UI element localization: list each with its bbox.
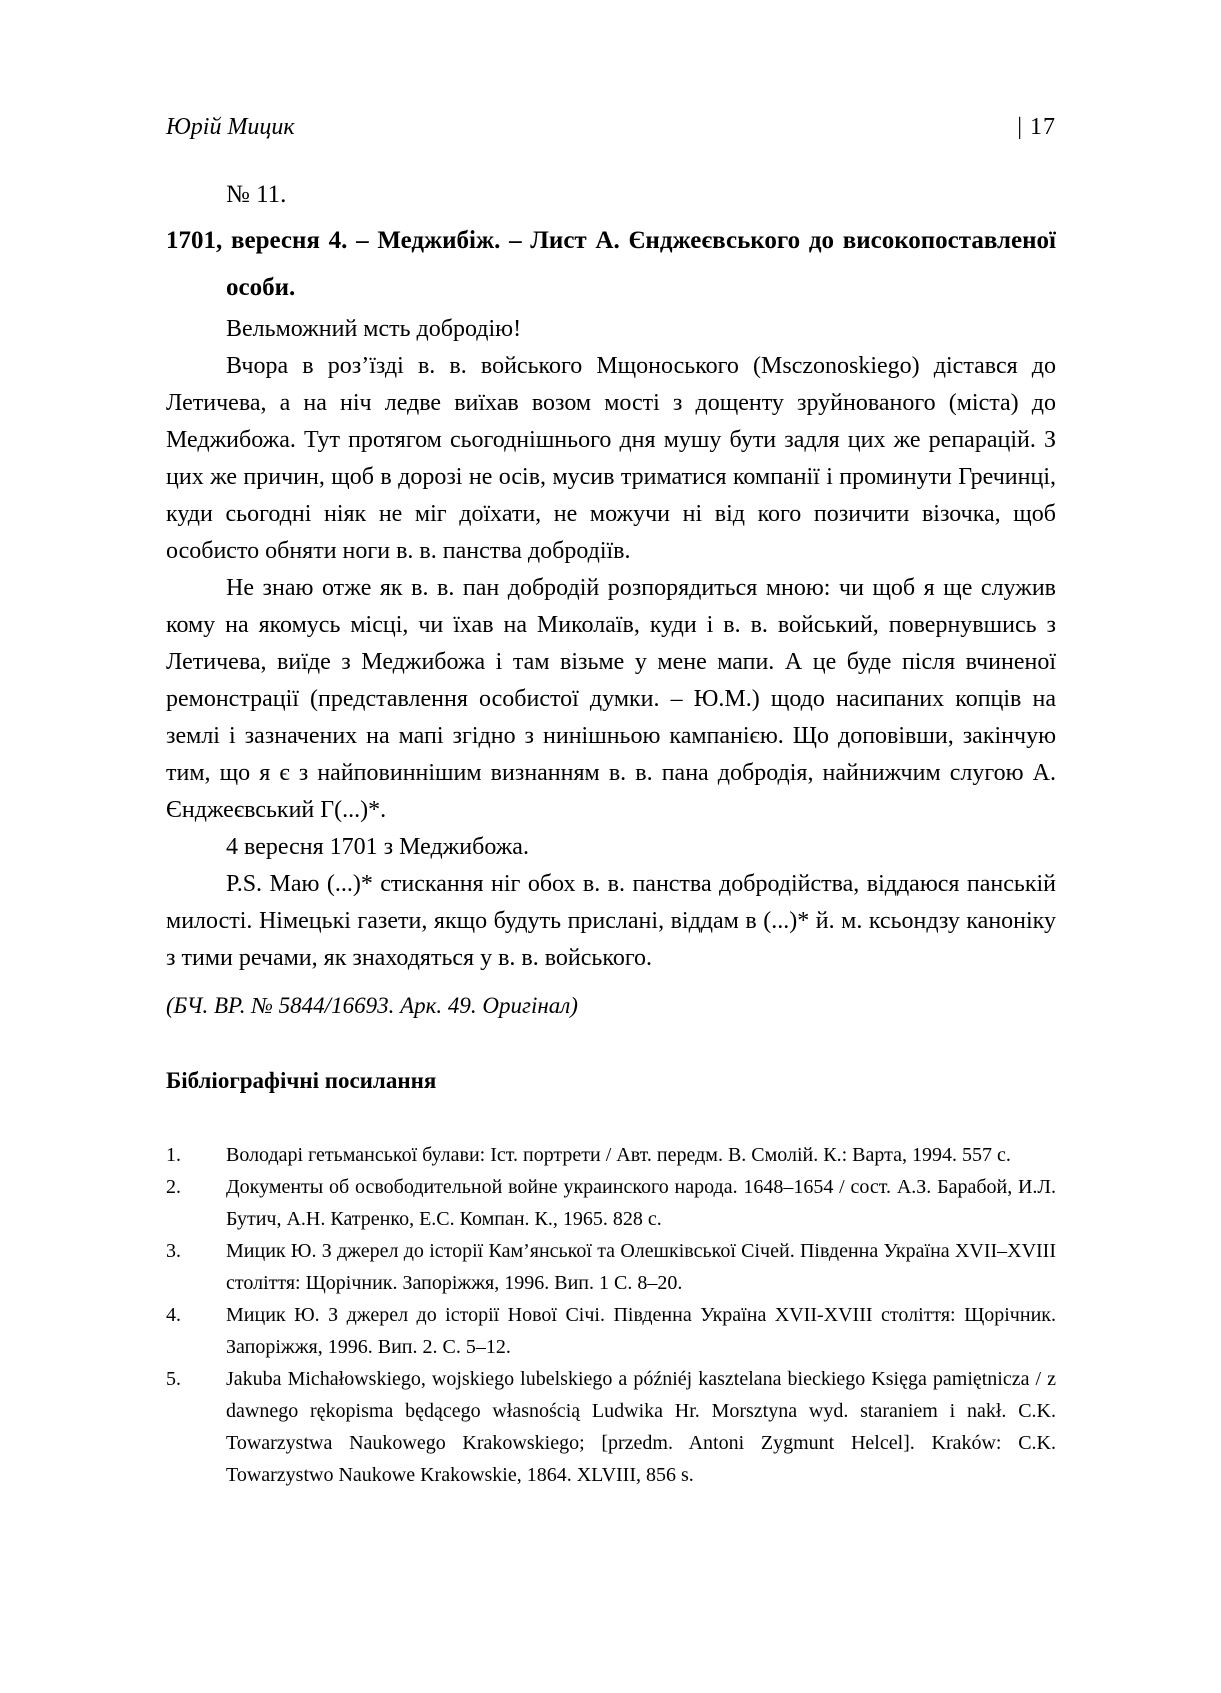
bibliography-heading: Бібліографічні посилання [166,1068,437,1093]
page-number: | 17 [1017,114,1056,140]
bibliography-list [166,1139,1056,1491]
bibliography-item-number: 4. [166,1304,181,1326]
document-number: № 11. [226,181,287,208]
bibliography-item-text: Документы об освободительной войне украинского народа. 1648–1654 / сост. А.З. Барабой, И.Л. Бутич, А.Н. Катренко, Е.С. Компан. К., 1965. 828 с. [226,1176,1056,1230]
bibliography-item-text: Мицик Ю. З джерел до історії Нової Січі. Південна Україна XVII-XVIII століття: Щорічник. Запоріжжя, 1996. Вип. 2. С. 5–12. [226,1304,1056,1358]
bibliography-item-text: Jakuba Michałowskiego, wojskiego lubelskiego a późniéj kasztelana bieckiego Księga pamiętnicza / z dawnego rękopisma będącego własnością Ludwika Hr. Morsztyna wyd. staraniem i nakł. C.K. Towarzystwa Naukowego Krakowskiego; [przedm. Antoni Zygmunt Helcel]. Kraków: C.K. Towarzystwo Naukowe Krakowskie, 1864. XLVIII, 856 s. [226,1368,1056,1486]
bibliography-item-number: 1. [166,1144,181,1166]
running-header-author: Юрій Мицик [166,114,295,140]
bibliography-item-number: 2. [166,1176,181,1198]
bibliography-item-text: Володарі гетьманської булави: Іст. портрети / Авт. передм. В. Смолій. К.: Варта, 1994. 557 с. [226,1144,1011,1166]
bibliography-item [166,1299,1056,1363]
letter-title: 1701, вересня 4. – Меджибіж. – Лист А. Єнджеєвського до високопоставленої особи. [166,227,1056,301]
bibliography-item [166,1363,1056,1491]
letter-greeting: Вельможний мсть добродію! [226,316,522,342]
bibliography-item-number: 3. [166,1240,181,1262]
letter-postscript: P.S. Маю (...)* стискання ніг обох в. в. панства добродійства, віддаюся панській милості. Німецькі газети, якщо будуть прислані, віддам в (...)* й. м. ксьондзу каноніку з тими речами, як знаходяться у в. в. войського. [166,871,1056,971]
letter-paragraph: Не знаю отже як в. в. пан добродій розпорядиться мною: чи щоб я ще служив кому на якомусь місці, чи їхав на Миколаїв, куди і в. в. войський, повернувшись з Летичева, виїде з Меджибожа і там візьме у мене мапи. А це буде після вчиненої ремонстрації (представлення особистої думки. – Ю.М.) щодо насипаних копців на землі і зазначених на мапі згідно з нинішньою кампанією. Що доповівши, закінчую тим, що я є з найповиннішим визнанням в. в. пана добродія, найнижчим слугою А. Єнджеєвський Г(...)*. [166,575,1056,823]
running-header [166,112,1056,142]
letter-paragraph: Вчора в роз’їзді в. в. войського Мщоноського (Msczonoskiego) дістався до Летичева, а на ніч ледве виїхав возом мості з дощенту зруйнованого (міста) до Меджибожа. Тут протягом сьогоднішнього дня мушу бути задля цих же репарацій. З цих же причин, щоб в дорозі не осів, мусив триматися компанії і проминути Гречинці, куди сьогодні ніяк не міг доїхати, не можучи ні від кого позичити візочка, щоб особисто обняти ноги в. в. панства добродіїв. [166,353,1056,564]
bibliography-item-number: 5. [166,1368,181,1390]
bibliography-item [166,1235,1056,1299]
bibliography-item [166,1139,1056,1171]
letter-date-line: 4 вересня 1701 з Меджибожа. [226,834,529,860]
archival-source: (БЧ. ВР. № 5844/16693. Арк. 49. Оригінал) [166,993,578,1018]
bibliography-item-text: Мицик Ю. З джерел до історії Кам’янської та Олешківської Січей. Південна Україна XVII–XVIII століття: Щорічник. Запоріжжя, 1996. Вип. 1 С. 8–20. [226,1240,1056,1294]
letter-document [166,176,1056,977]
bibliography-item [166,1171,1056,1235]
